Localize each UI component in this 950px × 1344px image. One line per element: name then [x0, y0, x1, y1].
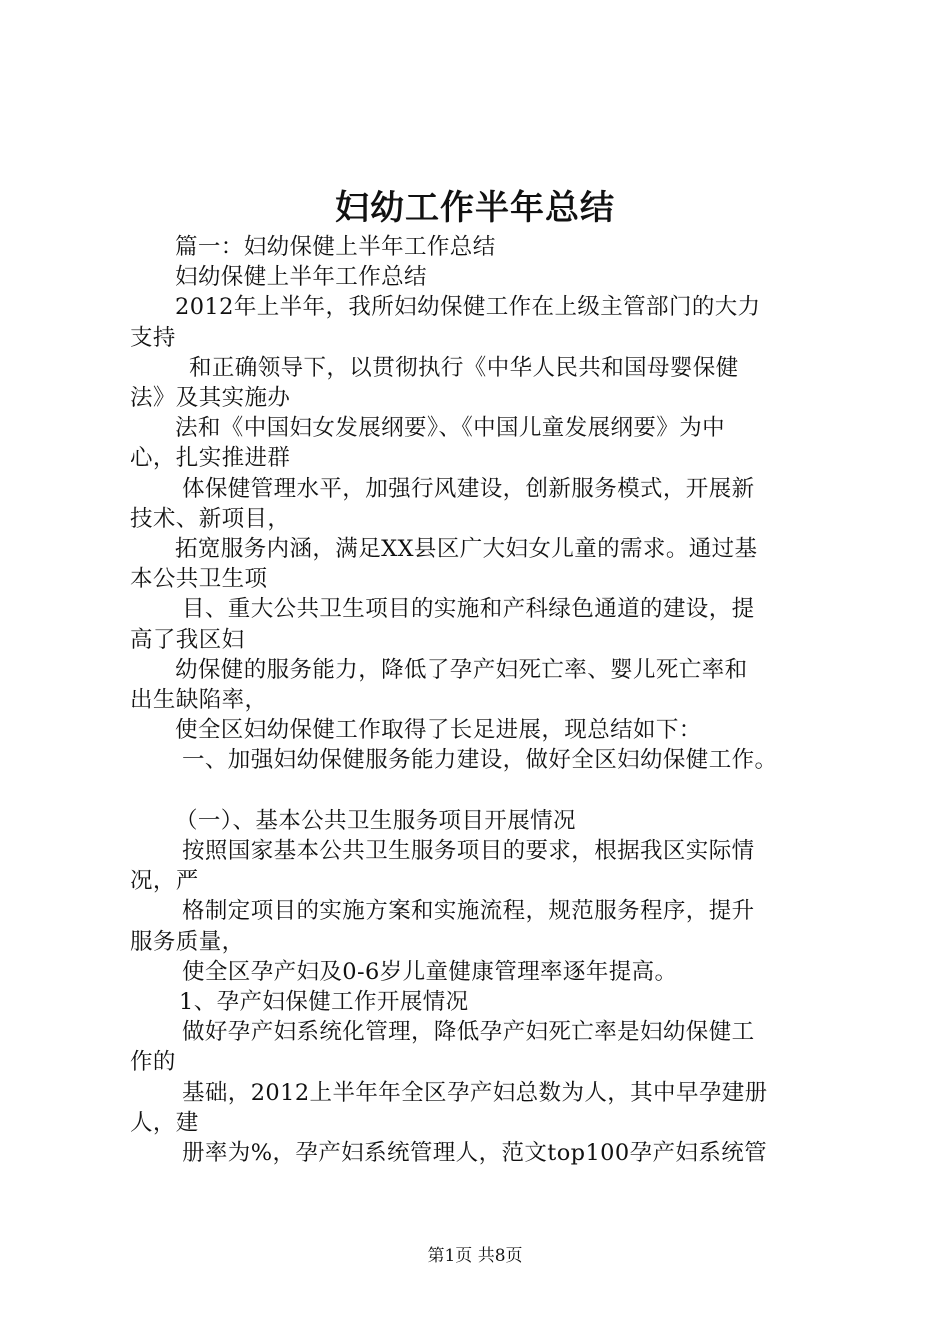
paragraph-line: 册率为%，孕产妇系统管理人，范文top100孕产妇系统管 — [182, 1140, 768, 1167]
paragraph-line: 和正确领导下，以贯彻执行《中华人民共和国母婴保健 — [189, 354, 739, 381]
subsection-heading: （一）、基本公共卫生服务项目开展情况 — [175, 807, 576, 834]
document-title: 妇幼工作半年总结 — [335, 188, 615, 228]
paragraph-line: 使全区妇幼保健工作取得了长足进展，现总结如下： — [175, 717, 702, 744]
paragraph-line: 心，扎实推进群 — [130, 445, 291, 472]
page-number-footer: 第1页 共8页 — [427, 1246, 523, 1266]
paragraph-line: 服务质量， — [130, 928, 245, 955]
paragraph-line: 法》及其实施办 — [130, 385, 291, 412]
paragraph-line: 法和《中国妇女发展纲要》、《中国儿童发展纲要》为中 — [175, 415, 726, 442]
paragraph-line: 妇幼保健上半年工作总结 — [175, 264, 427, 291]
paragraph-line: 出生缺陷率， — [130, 687, 268, 714]
paragraph-line: 2012年上半年，我所妇幼保健工作在上级主管部门的大力 — [175, 294, 761, 321]
paragraph-line: 基础，2012上半年年全区孕产妇总数为人，其中早孕建册 — [182, 1079, 768, 1106]
section-heading: 一、加强妇幼保健服务能力建设，做好全区妇幼保健工作。 — [182, 747, 778, 774]
paragraph-line: 拓宽服务内涵，满足XX县区广大妇女儿童的需求。通过基 — [175, 536, 758, 563]
paragraph-line: 目、重大公共卫生项目的实施和产科绿色通道的建设，提 — [182, 596, 755, 623]
paragraph-line: 支持 — [130, 324, 176, 351]
blank-line — [130, 776, 846, 806]
paragraph-line: 技术、新项目， — [130, 505, 291, 532]
subsection-heading: 1、孕产妇保健工作开展情况 — [179, 989, 469, 1016]
document-body — [130, 232, 846, 1168]
paragraph-line: 格制定项目的实施方案和实施流程，规范服务程序，提升 — [182, 898, 755, 925]
paragraph-line: 体保健管理水平，加强行风建设，创新服务模式，开展新 — [182, 475, 755, 502]
paragraph-line: 作的 — [130, 1049, 176, 1076]
paragraph-line: 高了我区妇 — [130, 626, 245, 653]
paragraph-line: 人，建 — [130, 1109, 199, 1136]
paragraph-line: 本公共卫生项 — [130, 566, 268, 593]
paragraph-line: 使全区孕产妇及0-6岁儿童健康管理率逐年提高。 — [182, 958, 678, 985]
paragraph-line: 篇一：妇幼保健上半年工作总结 — [175, 234, 496, 260]
paragraph-line: 况，严 — [130, 868, 199, 895]
paragraph-line: 按照国家基本公共卫生服务项目的要求，根据我区实际情 — [182, 838, 755, 865]
paragraph-line: 幼保健的服务能力，降低了孕产妇死亡率、婴儿死亡率和 — [175, 656, 748, 683]
paragraph-line: 做好孕产妇系统化管理，降低孕产妇死亡率是妇幼保健工 — [182, 1019, 755, 1046]
